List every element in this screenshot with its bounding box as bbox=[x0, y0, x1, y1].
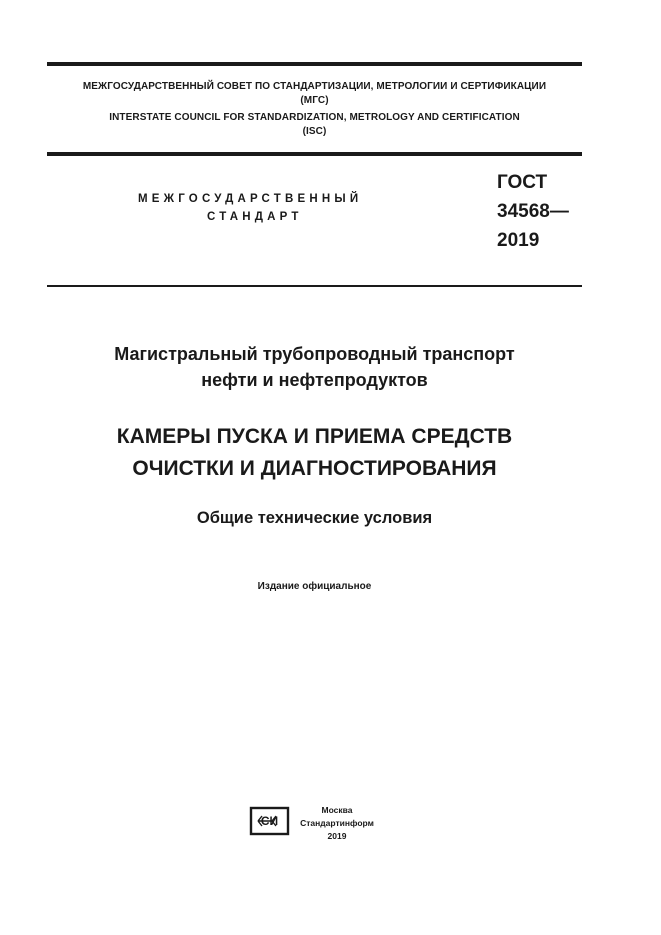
publisher-city: Москва bbox=[321, 805, 353, 815]
title-line2: ОЧИСТКИ И ДИАГНОСТИРОВАНИЯ bbox=[132, 457, 497, 480]
publisher-info bbox=[292, 804, 382, 843]
logo-letters: СИ bbox=[260, 814, 279, 828]
subtitle bbox=[47, 341, 582, 393]
publisher-logo bbox=[249, 806, 290, 836]
council-block bbox=[47, 80, 582, 139]
gost-label: ГОСТ bbox=[497, 172, 548, 193]
title-line1: КАМЕРЫ ПУСКА И ПРИЕМА СРЕДСТВ bbox=[116, 425, 513, 448]
edition-note: Издание официальное bbox=[257, 581, 372, 592]
gost-designation bbox=[497, 168, 569, 255]
document-title bbox=[47, 421, 582, 485]
council-en-abbr: (ISC) bbox=[302, 126, 327, 137]
council-ru-name: МЕЖГОСУДАРСТВЕННЫЙ СОВЕТ ПО СТАНДАРТИЗАЦИИ, МЕТРОЛОГИИ И СЕРТИФИКАЦИИ bbox=[82, 81, 547, 92]
standard-type-line1: МЕЖГОСУДАРСТВЕННЫЙ bbox=[138, 193, 363, 205]
top-rule bbox=[47, 62, 582, 66]
council-en-name: INTERSTATE COUNCIL FOR STANDARDIZATION, METROLOGY AND CERTIFICATION bbox=[109, 112, 520, 123]
council-ru-abbr: (МГС) bbox=[300, 95, 329, 106]
subtitle-line1: Магистральный трубопроводный транспорт bbox=[114, 344, 515, 364]
subtitle-line2: нефти и нефтепродуктов bbox=[201, 370, 428, 390]
gost-year: 2019 bbox=[497, 230, 540, 251]
publisher-name: Стандартинформ bbox=[300, 818, 374, 828]
standard-type-line2: СТАНДАРТ bbox=[207, 211, 303, 223]
gost-number: 34568— bbox=[497, 201, 569, 222]
publisher-year: 2019 bbox=[327, 831, 347, 841]
header-bottom-rule bbox=[47, 152, 582, 156]
designation-rule bbox=[47, 285, 582, 287]
general-conditions: Общие технические условия bbox=[196, 509, 433, 527]
